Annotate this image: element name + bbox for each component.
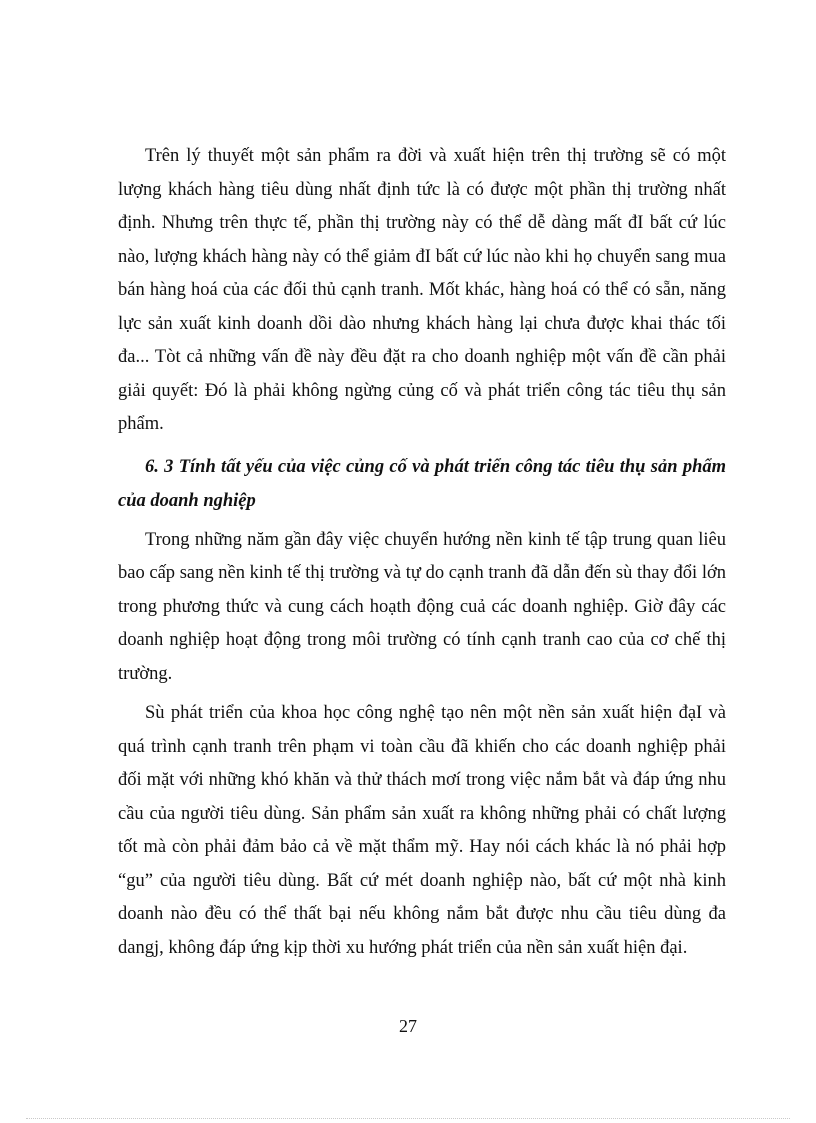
- body-paragraph: Sù phát triển của khoa học công nghệ tạo nên một nền sản xuất hiện đạI và quá trình cạnh tranh trên phạm vi toàn cầu đã khiến cho các doanh nghiệp phải đối mặt với những khó khăn và thử thách mơí trong việc nắm bắt và đáp ứng nhu cầu của người tiêu dùng. Sản phẩm sản xuất ra không những phải có chất lượng tốt mà còn phải đảm bảo cả về mặt thẩm mỹ. Hay nói cách khác là nó phải hợp “gu” của người tiêu dùng. Bất cứ mét doanh nghiệp nào, bất cứ một nhà kinh doanh nào đều có thể thất bại nếu không nắm bắt được nhu cầu tiêu dùng đa dangj, không đáp ứng kịp thời xu hướng phát triển của nền sản xuất hiện đại.: [118, 703, 726, 958]
- section-heading: 6. 3 Tính tất yếu của việc củng cố và phát triển công tác tiêu thụ sản phẩm của doanh nghiệp: [118, 456, 726, 511]
- page-bottom-divider: [26, 1118, 790, 1119]
- body-paragraph: Trên lý thuyết một sản phẩm ra đời và xuất hiện trên thị trường sẽ có một lượng khách hàng tiêu dùng nhất định tức là có được một phần thị trường nhất định. Nhưng trên thực tế, phần thị trường này có thể dễ dàng mất đI bất cứ lúc nào, lượng khách hàng này có thể giảm đI bất cứ lúc nào khi họ chuyển sang mua bán hàng hoá của các đối thủ cạnh tranh. Mốt khác, hàng hoá có thể có sẵn, năng lực sản xuất kinh doanh dồi dào nhưng khách hàng lại chưa được khai thác tối đa... Tòt cả những vấn đề này đều đặt ra cho doanh nghiệp một vấn đề cần phải giải quyết: Đó là phải không ngừng củng cố và phát triển công tác tiêu thụ sản phẩm.: [118, 146, 726, 434]
- body-paragraph: Trong những năm gần đây việc chuyển hướng nền kinh tế tập trung quan liêu bao cấp sang nền kinh tế thị trường và tự do cạnh tranh đã dẫn đến sù thay đổi lớn trong phương thức và cung cách hoạth động cuả các doanh nghiệp. Giờ đây các doanh nghiệp hoạt động trong môi trường có tính cạnh tranh cao của cơ chế thị trường.: [118, 529, 726, 684]
- page-content: [118, 140, 726, 965]
- page-number: 27: [399, 1016, 417, 1036]
